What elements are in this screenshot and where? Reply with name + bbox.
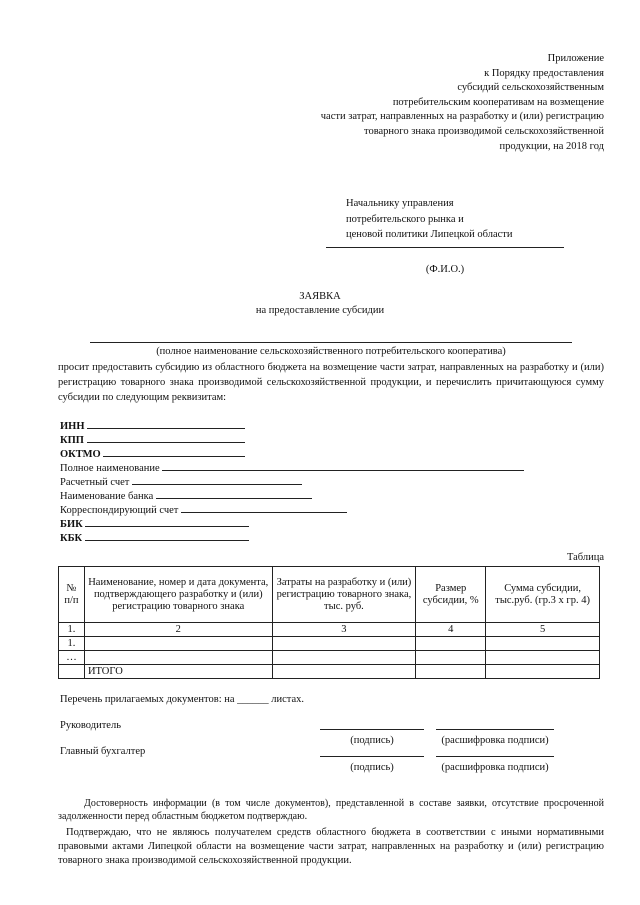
number-cell: 1. bbox=[59, 623, 85, 637]
requisite-label: БИК bbox=[60, 519, 83, 530]
accountant-signature-line[interactable] bbox=[320, 756, 424, 757]
application-title: ЗАЯВКА bbox=[299, 291, 341, 302]
subsidy-table bbox=[58, 566, 600, 679]
requisite-kpp-field[interactable] bbox=[87, 432, 245, 443]
requisite-oktmo bbox=[60, 446, 245, 461]
requisite-bank-field[interactable] bbox=[156, 488, 312, 499]
appendix-line: части затрат, направленных на разработку и (или) регистрацию bbox=[320, 111, 604, 123]
requisite-oktmo-field[interactable] bbox=[103, 446, 245, 457]
appendix-line: продукции, на 2018 год bbox=[499, 140, 604, 152]
table-row bbox=[59, 651, 600, 665]
table-cell[interactable] bbox=[416, 665, 486, 679]
addressee-fio-caption: (Ф.И.О.) bbox=[425, 264, 465, 275]
head-signature-caption: (подпись) bbox=[350, 735, 394, 746]
requisite-label: Корреспондирующий счет bbox=[60, 505, 179, 516]
requisite-full-name bbox=[60, 460, 524, 475]
table-cell[interactable] bbox=[84, 651, 272, 665]
number-cell: 5 bbox=[486, 623, 600, 637]
requisite-corr-account bbox=[60, 502, 347, 517]
requisite-corr-account-field[interactable] bbox=[181, 502, 347, 513]
header-cell: Затраты на разработку и (или) регистрацию товарного знака, тыс. руб. bbox=[272, 567, 416, 623]
table-cell[interactable] bbox=[272, 651, 416, 665]
requisite-kbk-field[interactable] bbox=[85, 530, 249, 541]
appendix-line: товарного знака производимой сельскохозяйственной bbox=[364, 125, 604, 137]
table-cell[interactable] bbox=[486, 665, 600, 679]
table-total-row bbox=[59, 665, 600, 679]
attachments-line bbox=[60, 694, 304, 705]
appendix-block bbox=[244, 52, 604, 154]
requisite-label: ИНН bbox=[60, 421, 85, 432]
appendix-line: субсидий сельскохозяйственным bbox=[457, 82, 604, 94]
table-numbering-row bbox=[59, 623, 600, 637]
accountant-label: Главный бухгалтер bbox=[60, 746, 146, 757]
requisite-account-field[interactable] bbox=[132, 474, 302, 485]
table-cell[interactable] bbox=[84, 637, 272, 651]
addressee-name-line bbox=[326, 247, 564, 248]
requisite-account bbox=[60, 474, 302, 489]
attachments-prefix: Перечень прилагаемых документов: на bbox=[60, 694, 235, 705]
requisite-bik bbox=[60, 516, 249, 531]
addressee-line: потребительского рынка и bbox=[346, 213, 464, 225]
accountant-decode-caption: (расшифровка подписи) bbox=[441, 762, 549, 773]
confirmation-paragraph-1: Достоверность информации (в том числе документов), представленной в составе заявки, отсутствие просроченной задолженности перед областным бюджетом подтверждаю. bbox=[58, 798, 604, 822]
addressee-line: ценовой политики Липецкой области bbox=[346, 229, 513, 240]
table-cell[interactable] bbox=[486, 651, 600, 665]
requisite-kbk bbox=[60, 530, 249, 545]
header-cell: № п/п bbox=[59, 567, 85, 623]
number-cell: 4 bbox=[416, 623, 486, 637]
addressee-line: Начальнику управления bbox=[346, 198, 454, 209]
requisite-kpp bbox=[60, 432, 245, 447]
head-decode-line[interactable] bbox=[436, 729, 554, 730]
attachments-pages-field[interactable]: ______ bbox=[237, 694, 269, 705]
requisite-bank bbox=[60, 488, 312, 503]
table-cell bbox=[59, 665, 85, 679]
appendix-line: потребительским кооперативам на возмещение bbox=[392, 96, 604, 108]
requisite-label: Наименование банка bbox=[60, 491, 154, 502]
head-signature-line[interactable] bbox=[320, 729, 424, 730]
number-cell: 2 bbox=[84, 623, 272, 637]
requisite-label: Расчетный счет bbox=[60, 477, 130, 488]
addressee-block bbox=[346, 196, 512, 243]
coop-name-caption: (полное наименование сельскохозяйственного потребительского кооператива) bbox=[156, 346, 506, 357]
requisite-inn bbox=[60, 418, 245, 433]
requisite-label: КПП bbox=[60, 435, 84, 446]
table-cell: … bbox=[59, 651, 85, 665]
confirmation-paragraph-2: Подтверждаю, что не являюсь получателем средств областного бюджета в соответствии с иными нормативными правовыми актами Липецкой области на возмещение части затрат, направленных на разработку и (или) регистрацию товарного знака производимой сельскохозяйственной продукции. bbox=[58, 827, 604, 866]
header-cell: Размер субсидии, % bbox=[416, 567, 486, 623]
requisite-bik-field[interactable] bbox=[85, 516, 249, 527]
table-row bbox=[59, 637, 600, 651]
requisite-full-name-field[interactable] bbox=[162, 460, 524, 471]
requisite-inn-field[interactable] bbox=[87, 418, 245, 429]
table-cell: 1. bbox=[59, 637, 85, 651]
requisite-label: ОКТМО bbox=[60, 449, 101, 460]
request-text: просит предоставить субсидию из областного бюджета на возмещение части затрат, направленных на разработку и (или) регистрацию товарного знака производимой сельскохозяйственной продукции, и перечислить причитающуюся сумму субсидии по следующим реквизитам: bbox=[58, 362, 604, 403]
head-label: Руководитель bbox=[60, 720, 121, 731]
total-label: ИТОГО bbox=[84, 665, 272, 679]
requisite-label: КБК bbox=[60, 533, 83, 544]
table-cell[interactable] bbox=[272, 637, 416, 651]
table-cell[interactable] bbox=[486, 637, 600, 651]
appendix-line: Приложение bbox=[547, 53, 604, 64]
accountant-signature-caption: (подпись) bbox=[350, 762, 394, 773]
table-caption: Таблица bbox=[566, 552, 604, 563]
coop-name-line bbox=[90, 342, 572, 343]
table-cell[interactable] bbox=[416, 637, 486, 651]
accountant-decode-line[interactable] bbox=[436, 756, 554, 757]
number-cell: 3 bbox=[272, 623, 416, 637]
table-cell[interactable] bbox=[272, 665, 416, 679]
requisite-label: Полное наименование bbox=[60, 463, 160, 474]
header-cell: Наименование, номер и дата документа, подтверждающего разработку и (или) регистрацию товарного знака bbox=[84, 567, 272, 623]
head-decode-caption: (расшифровка подписи) bbox=[441, 735, 549, 746]
table-header-row bbox=[59, 567, 600, 623]
table-cell[interactable] bbox=[416, 651, 486, 665]
appendix-line: к Порядку предоставления bbox=[484, 67, 604, 79]
application-subtitle: на предоставление субсидии bbox=[255, 305, 385, 316]
attachments-suffix: листах. bbox=[271, 694, 305, 705]
header-cell: Сумма субсидии, тыс.руб. (гр.3 х гр. 4) bbox=[486, 567, 600, 623]
